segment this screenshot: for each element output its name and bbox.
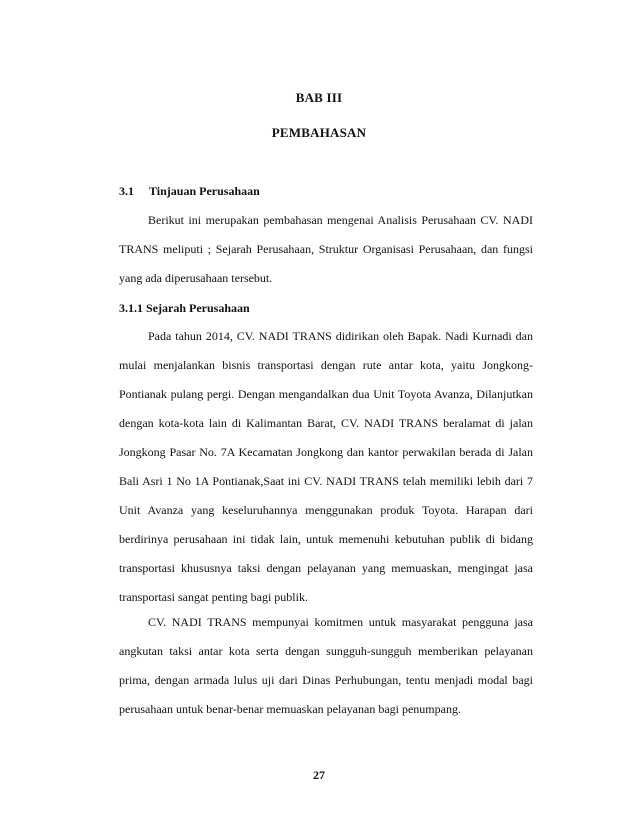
subsection-number: 3.1.1 — [119, 301, 143, 315]
subsection-title: Sejarah Perusahaan — [146, 301, 250, 315]
commitment-paragraph: CV. NADI TRANS mempunyai komitmen untuk masyarakat pengguna jasa angkutan taksi antar kota serta dengan sungguh-sungguh memberikan pelayanan prima, dengan armada lulus uji dari Dinas Perhubungan, tentu menjadi modal bagi perusahaan untuk benar-benar memuaskan pelayanan bagi penumpang. — [119, 615, 533, 716]
section-heading-3-1-1 — [119, 301, 250, 316]
section-number: 3.1 — [119, 184, 134, 198]
section-heading-3-1 — [119, 184, 260, 199]
intro-paragraph: Berikut ini merupakan pembahasan mengenai Analisis Perusahaan CV. NADI TRANS meliputi ; Sejarah Perusahaan, Struktur Organisasi Perusahaan, dan fungsi yang ada diperusahaan tersebut. — [119, 213, 533, 285]
page-number: 27 — [313, 768, 325, 782]
history-paragraph: Pada tahun 2014, CV. NADI TRANS didirikan oleh Bapak. Nadi Kurnadi dan mulai menjalankan bisnis transportasi dengan rute antar kota, yaitu Jongkong-Pontianak pulang pergi. Dengan mengandalkan dua Unit Toyota Avanza, Dilanjutkan dengan kota-kota lain di Kalimantan Barat, CV. NADI TRANS beralamat di jalan Jongkong Pasar No. 7A Kecamatan Jongkong dan kantor perwakilan berada di Jalan Bali Asri 1 No 1A Pontianak,Saat ini CV. NADI TRANS telah memiliki lebih dari 7 Unit Avanza yang keseluruhannya menggunakan produk Toyota. Harapan dari berdirinya perusahaan ini tidak lain, untuk memenuhi kebutuhan publik di bidang transportasi khususnya taksi dengan pelayanan yang memuaskan, mengingat jasa transportasi sangat penting bagi publik. — [119, 329, 533, 604]
section-title: Tinjauan Perusahaan — [149, 184, 260, 198]
chapter-number: BAB III — [295, 90, 343, 105]
chapter-title: PEMBAHASAN — [271, 125, 367, 140]
